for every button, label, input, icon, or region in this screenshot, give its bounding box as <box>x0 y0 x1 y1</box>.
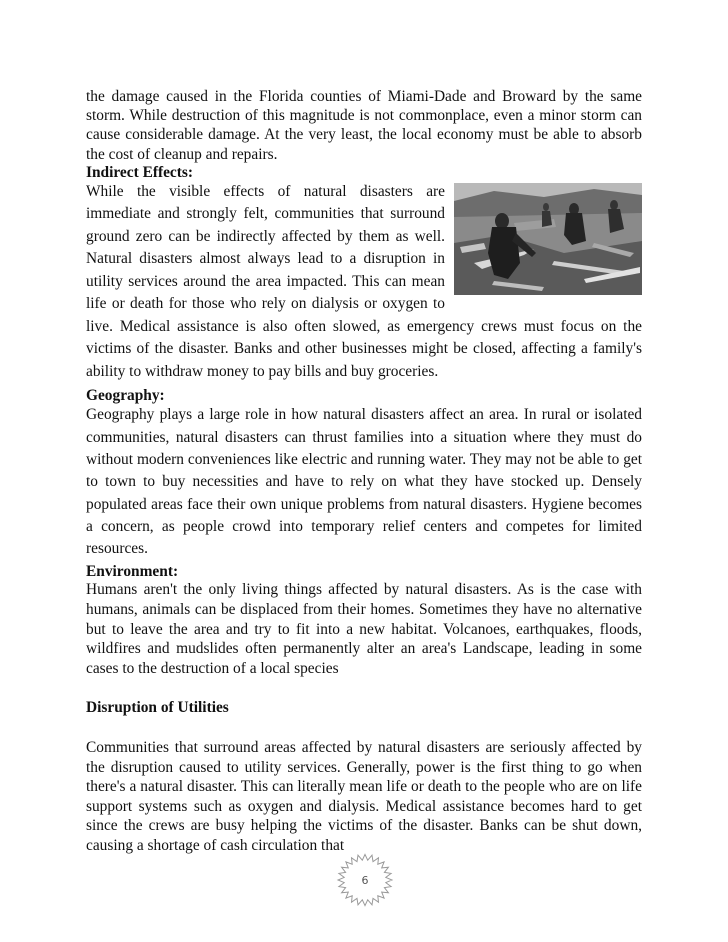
disruption-body: Communities that surround areas affected by natural disasters are seriously affected by the disruption caused to utility services. Generally, power is the first thing to go when there's a natural disaster. This can literally mean life or death to the people who are on life support systems such as oxygen and dialysis. Medical assistance becomes hard to get since the crews are busy helping the victims of the disaster. Banks can be shut down, causing a shortage of cash circulation that <box>86 739 642 854</box>
environment-heading: Environment: <box>86 563 179 581</box>
environment-body: Humans aren't the only living things affected by natural disasters. As is the case with humans, animals can be displaced from their homes. Sometimes they have no alternative but to leave the area and try to fit into a new habitat. Volcanoes, earthquakes, floods, wildfires and mudslides often permanently alter an area's Landscape, leading in some cases to the destruction of a local species <box>86 581 642 677</box>
page-number: 6 <box>361 874 369 887</box>
intro-paragraph: the damage caused in the Florida counties of Miami-Dade and Broward by the same storm. While destruction of this magnitude is not commonplace, even a minor storm can cause considerable damage. At the very least, the local economy must be able to absorb the cost of cleanup and repairs. <box>86 88 642 163</box>
disruption-heading: Disruption of Utilities <box>86 699 229 716</box>
disaster-debris-photo <box>454 183 642 295</box>
page-number-badge <box>334 852 396 914</box>
indirect-effects-body: While the visible effects of natural disasters are immediate and strongly felt, communities that surround ground zero can be indirectly affected by them as well. Natural disasters almost always lead to a disruption in utility services around the area impacted. This can mean life or death for those who rely on dialysis or oxygen to live. Medical assistance is also often slowed, as emergency crews must focus on the victims of the disaster. Banks and other businesses might be closed, affecting a family's ability to withdraw money to pay bills and buy groceries. <box>86 182 642 380</box>
indirect-effects-heading: Indirect Effects: <box>86 163 193 181</box>
geography-body: Geography plays a large role in how natural disasters affect an area. In rural or isolated communities, natural disasters can thrust families into a situation where they must do without modern conveniences like electric and running water. They may not be able to get to town to buy necessities and have to rely on what they have stocked up. Densely populated areas face their own unique problems from natural disasters. Hygiene becomes a concern, as people crowd into temporary relief centers and competes for limited resources. <box>86 406 642 558</box>
text-column <box>86 87 642 678</box>
geography-heading: Geography: <box>86 387 165 405</box>
